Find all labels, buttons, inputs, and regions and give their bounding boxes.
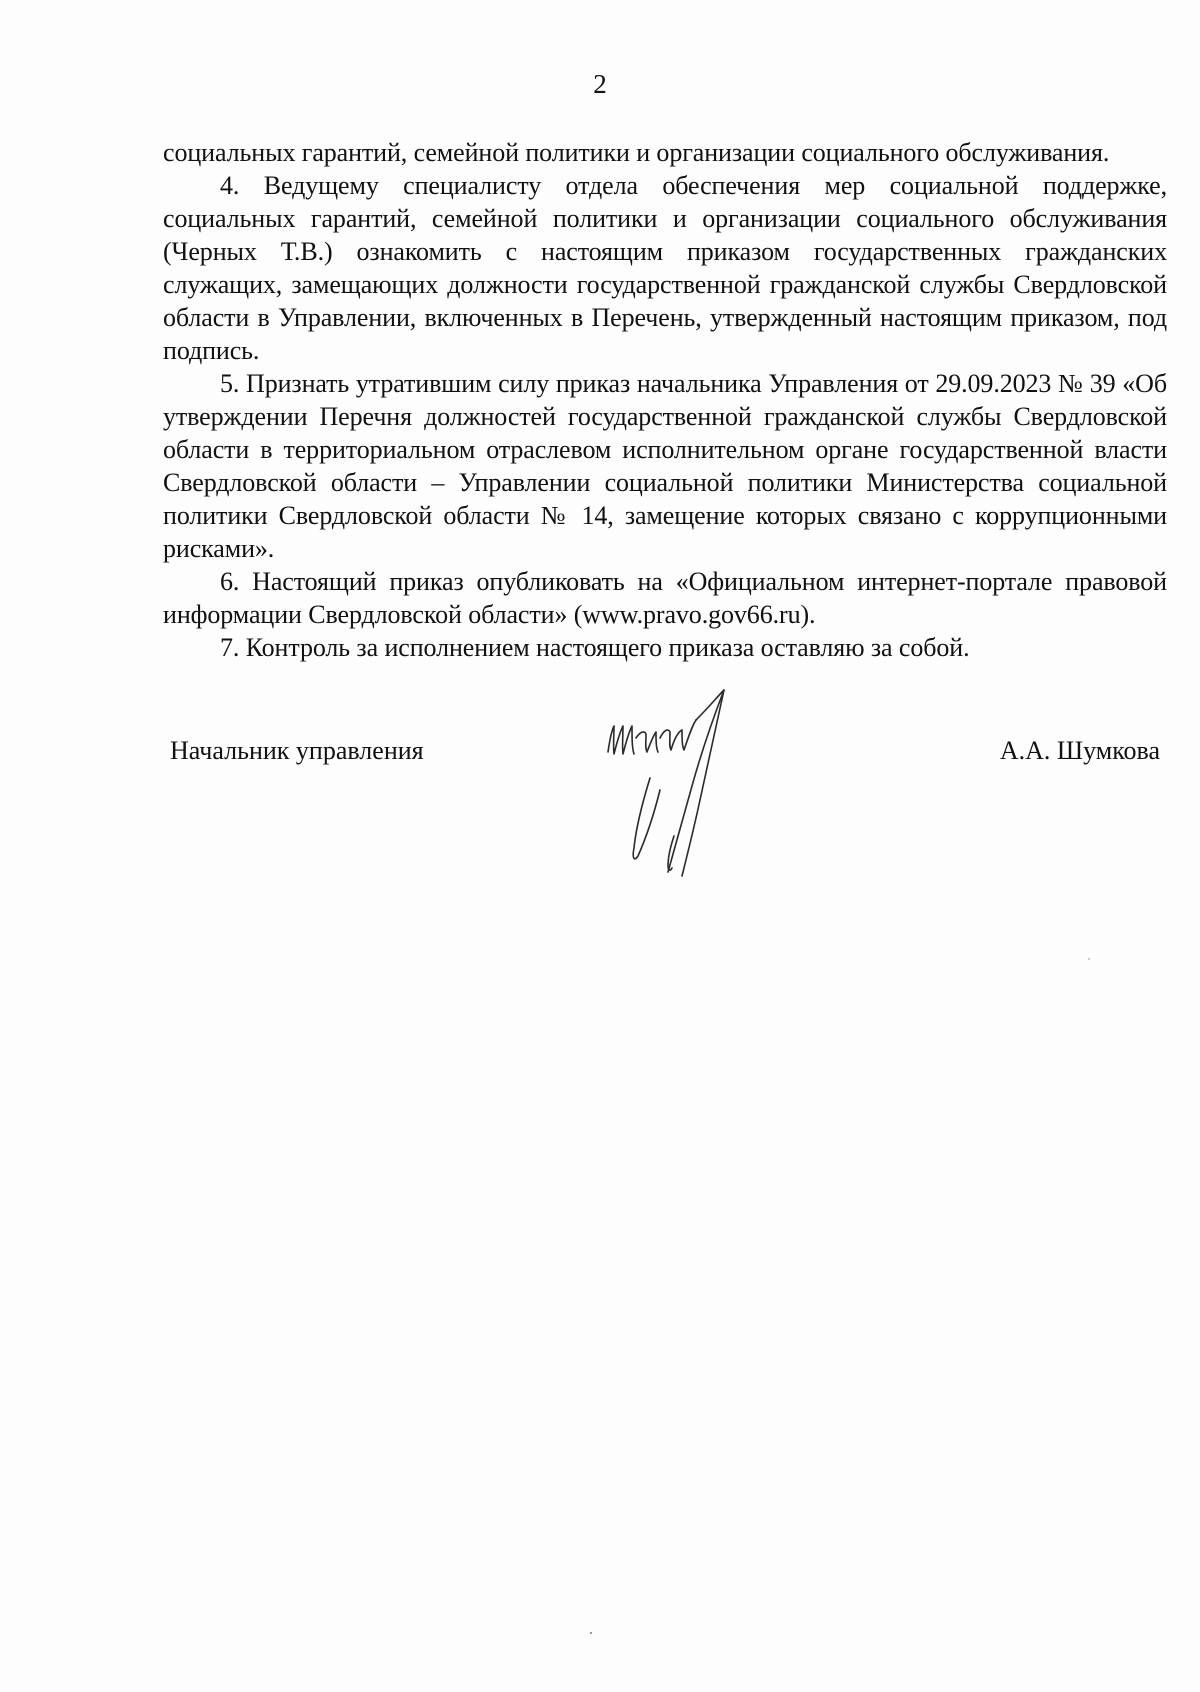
signature-stroke xyxy=(668,690,724,872)
paragraph-item-4: 4. Ведущему специалисту отдела обеспечения мер социальной поддержке, социальных гарантий, семейной политики и организации социального обслуживания (Черных Т.В.) ознакомить с настоящим приказом государственных гражданских служащих, замещающих должности государственной гражданской службы Свердловской области в Управлении, включенных в Перечень, утвержденный настоящим приказом, под подпись. xyxy=(163,171,1167,365)
page-number: 2 xyxy=(593,69,607,99)
signature-stroke xyxy=(636,732,658,752)
document-body xyxy=(163,136,1167,664)
signatory-name: А.А. Шумкова xyxy=(999,736,1160,765)
signatory-position: Начальник управления xyxy=(170,736,424,765)
scan-speck xyxy=(1088,958,1090,960)
signature-stroke xyxy=(682,690,724,876)
paragraph-continuation: социальных гарантий, семейной политики и организации социального обслуживания. xyxy=(163,138,1110,167)
paragraph-item-7: 7. Контроль за исполнением настоящего приказа оставляю за собой. xyxy=(220,633,970,662)
paragraph-item-6: 6. Настоящий приказ опубликовать на «Официальном интернет-портале правовой информации Свердловской области» (www.pravo.gov66.ru). xyxy=(163,567,1167,629)
signature-stroke xyxy=(608,726,634,754)
paragraph-item-5: 5. Признать утратившим силу приказ начальника Управления от 29.09.2023 № 39 «Об утверждении Перечня должностей государственной гражданской службы Свердловской области в территориальном отраслевом исполнительном органе государственной власти Свердловской области – Управлении социальной политики Министерства социальной политики Свердловской области № 14, замещение которых связано с коррупционными рисками». xyxy=(163,369,1167,563)
handwritten-signature xyxy=(596,686,766,886)
signature-stroke xyxy=(633,778,660,859)
scan-speck xyxy=(590,1632,592,1634)
signature-stroke xyxy=(660,720,696,750)
